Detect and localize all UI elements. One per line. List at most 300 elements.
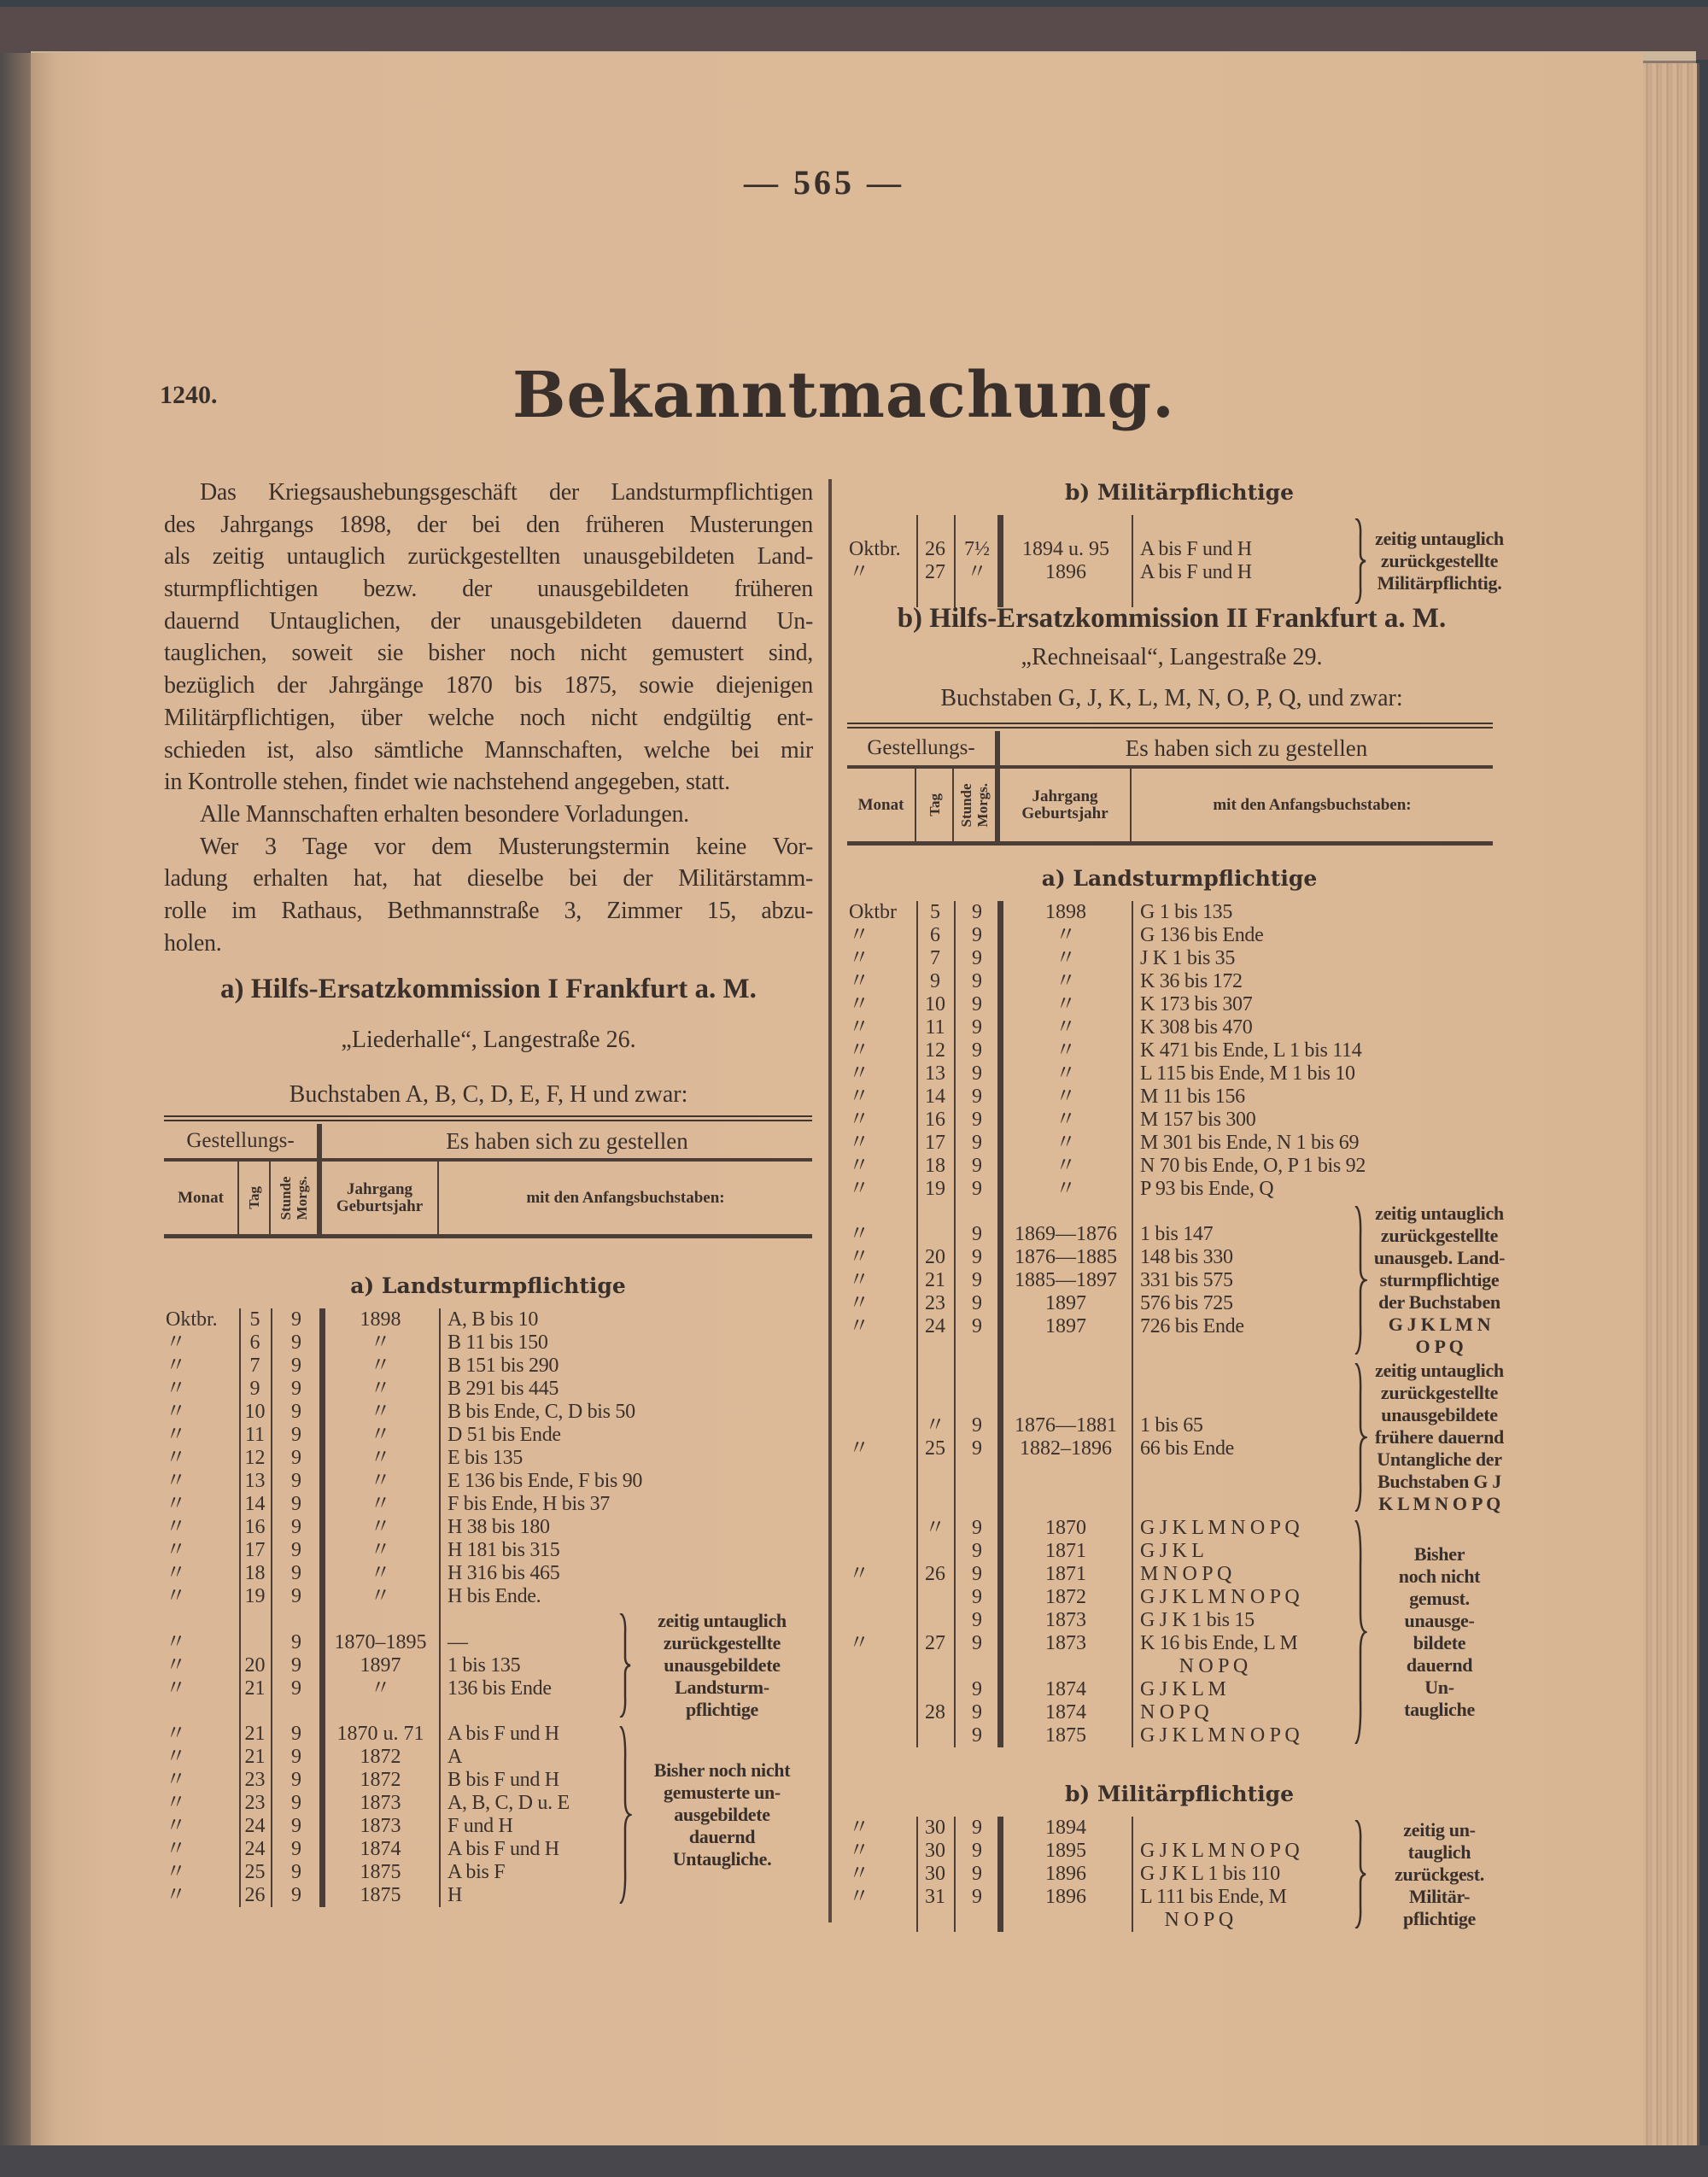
cell-buchstaben: K 308 bis 470 [1140, 1016, 1253, 1039]
column-rule [1132, 1817, 1133, 1932]
cell-tag: 28 [925, 1701, 945, 1723]
row-group [164, 1308, 812, 1608]
cell-stunde: 9 [291, 1815, 301, 1837]
table-row [164, 1723, 618, 1746]
remark-line: G J K L M N [1388, 1314, 1491, 1335]
remark-line: Militärpflichtig. [1377, 572, 1502, 594]
group-rows [847, 1414, 1354, 1460]
cell-monat: 〃 [849, 970, 869, 992]
table-row [164, 1815, 618, 1838]
cell-stunde: 9 [972, 1109, 982, 1131]
cell-stunde: 9 [972, 1086, 982, 1108]
intro-line: holen. [164, 929, 222, 957]
table-row [847, 1540, 1354, 1563]
cell-buchstaben: H 316 bis 465 [447, 1562, 560, 1584]
cell-stunde: 9 [291, 1723, 301, 1745]
cell-tag: 10 [244, 1401, 266, 1423]
cell-stunde: 9 [291, 1424, 301, 1446]
column-rule [271, 1308, 272, 1907]
cell-monat [847, 1517, 916, 1540]
cell-stunde: 9 [972, 1245, 982, 1268]
cell-tag: 13 [244, 1470, 266, 1492]
cell-buchstaben: A [447, 1746, 463, 1768]
table-row [847, 1655, 1354, 1678]
cell-jahrgang: 〃 [370, 1447, 391, 1469]
cell-stunde: 9 [291, 1516, 301, 1538]
cell-buchstaben: N 70 bis Ende, O, P 1 bis 92 [1140, 1155, 1366, 1177]
intro-line: als zeitig untauglich zurückgestellten unausgebildeten Land- [164, 543, 813, 571]
table-row [847, 1586, 1354, 1609]
cell-monat: 〃 [849, 947, 869, 969]
cell-tag: 25 [244, 1861, 266, 1883]
cell-monat: 〃 [166, 1861, 186, 1883]
commission-1-letters: Buchstaben A, B, C, D, E, F, H und zwar: [289, 1081, 688, 1108]
cell-jahrgang: 1873 [1045, 1609, 1086, 1631]
remark-line: unausge- [1404, 1610, 1475, 1631]
column-rule [954, 901, 956, 1747]
table-row [847, 1132, 1360, 1155]
remark [1354, 515, 1512, 607]
cell-buchstaben: H [447, 1884, 463, 1906]
cell-buchstaben: K 173 bis 307 [1140, 993, 1253, 1015]
remark [1354, 901, 1512, 1201]
table-body [847, 1817, 1512, 1932]
remark-text [632, 1610, 812, 1721]
header-stunde-label: Stunde [958, 782, 974, 828]
cell-stunde: 9 [291, 1585, 301, 1607]
cell-monat: 〃 [849, 1062, 869, 1085]
cell-buchstaben: F und H [447, 1815, 513, 1837]
table-row [847, 1437, 1354, 1460]
table-row [847, 1609, 1354, 1632]
remark [1354, 1203, 1512, 1358]
page-title: Bekanntmachung. [512, 359, 1175, 432]
table-row [847, 1269, 1354, 1292]
cell-jahrgang: 1885—1897 [1015, 1268, 1117, 1291]
cell-buchstaben: H bis Ende. [447, 1585, 541, 1607]
cell-stunde: 9 [972, 1586, 982, 1608]
table-row [847, 1909, 1354, 1932]
cell-jahrgang: 〃 [370, 1424, 391, 1446]
table-row [164, 1654, 618, 1677]
table-row [847, 1292, 1354, 1315]
table-row [164, 1792, 618, 1815]
cell-tag: 23 [244, 1769, 266, 1791]
cell-tag [916, 1655, 954, 1678]
cell-buchstaben: K 16 bis Ende, L M [1140, 1632, 1298, 1654]
table-row [847, 970, 1354, 993]
cell-stunde: 9 [291, 1653, 301, 1677]
cell-stunde: 9 [972, 1314, 982, 1337]
table-row [847, 924, 1354, 947]
cell-buchstaben: A bis F und H [447, 1723, 559, 1745]
column-rule [239, 1308, 241, 1907]
cell-monat: 〃 [166, 1401, 186, 1423]
column-rule [997, 901, 1003, 1747]
cell-jahrgang: 1872 [360, 1746, 401, 1768]
table-row [164, 1470, 643, 1493]
cell-buchstaben: K 36 bis 172 [1140, 970, 1243, 992]
header-tag-wrap [246, 1186, 262, 1209]
remark-line: gemusterte un- [664, 1782, 781, 1803]
header-tag-label: Tag [246, 1186, 262, 1209]
cell-tag: 〃 [925, 1414, 945, 1437]
remark-text [1367, 1360, 1512, 1515]
table-row [164, 1884, 618, 1907]
cell-monat: 〃 [849, 1155, 869, 1177]
cell-stunde: 9 [291, 1308, 301, 1331]
cell-jahrgang: 〃 [370, 1401, 391, 1423]
cell-monat: 〃 [849, 1863, 869, 1885]
remark-line: frühere dauernd [1375, 1426, 1504, 1448]
table-row [847, 1039, 1362, 1062]
section-heading: b) Militärpflichtige [1064, 1782, 1295, 1806]
remark-line: zurückgestellte [1380, 550, 1499, 571]
remark-line: Militär- [1408, 1885, 1471, 1907]
cell-jahrgang: 〃 [1056, 1132, 1076, 1154]
cell-stunde: 9 [291, 1861, 301, 1883]
header-geburtsjahr-label: Geburtsjahr [336, 1197, 424, 1215]
cell-tag: 6 [930, 924, 940, 946]
cell-jahrgang: 1875 [360, 1884, 401, 1906]
cell-tag: 16 [244, 1516, 266, 1538]
table-row [847, 1632, 1354, 1655]
header-stunde-wrap [278, 1176, 310, 1220]
cell-monat: 〃 [849, 1563, 869, 1585]
cell-buchstaben: A bis F und H [447, 1838, 559, 1860]
cell-stunde: 9 [972, 1222, 982, 1245]
group-rows [847, 1223, 1354, 1338]
cell-stunde: 9 [972, 1540, 982, 1562]
cell-monat: 〃 [166, 1723, 186, 1745]
cell-tag: 12 [925, 1039, 945, 1062]
column-divider [828, 479, 832, 1922]
cell-tag: 21 [925, 1268, 945, 1291]
cell-buchstaben: N O P Q [1140, 1909, 1233, 1931]
cell-buchstaben: L 111 bis Ende, M [1140, 1886, 1287, 1908]
cell-stunde: 9 [972, 1132, 982, 1154]
cell-buchstaben: G J K L M N O P Q [1140, 1840, 1300, 1862]
cell-jahrgang: 〃 [370, 1378, 391, 1400]
cell-tag: 30 [925, 1840, 945, 1862]
table-row [847, 1517, 1354, 1540]
row-group [847, 1360, 1512, 1515]
cell-monat: 〃 [166, 1838, 186, 1860]
table-row [164, 1516, 618, 1539]
cell-tag: 23 [925, 1291, 945, 1314]
cell-tag: 24 [925, 1314, 945, 1337]
cell-tag: 17 [244, 1539, 266, 1561]
remark-line: noch nicht [1398, 1565, 1481, 1587]
cell-stunde: 9 [291, 1539, 301, 1561]
table-row [847, 1246, 1354, 1269]
intro-line: tauglichen, soweit sie bisher noch nicht gemustert sind, [164, 640, 813, 667]
cell-monat [847, 1678, 916, 1701]
cell-stunde: 9 [972, 1840, 982, 1862]
cell-monat: Oktbr. [166, 1308, 218, 1331]
cell-tag: 31 [925, 1886, 945, 1908]
cell-buchstaben: B bis F und H [447, 1769, 559, 1791]
cell-tag: 20 [244, 1653, 266, 1677]
cell-jahrgang [1000, 1655, 1132, 1678]
table-body [847, 901, 1512, 1747]
cell-jahrgang: 1871 [1045, 1540, 1086, 1562]
cell-jahrgang: 1897 [1045, 1314, 1086, 1337]
cell-monat: 〃 [166, 1630, 186, 1653]
cell-monat [847, 1586, 916, 1609]
cell-jahrgang: 1871 [1045, 1563, 1086, 1585]
cell-monat [847, 1655, 916, 1678]
cell-buchstaben: A bis F [447, 1861, 506, 1883]
header-tag [916, 769, 954, 841]
header-tag [239, 1162, 271, 1234]
remark-text [1367, 528, 1512, 594]
remark [618, 1610, 812, 1721]
cell-monat: 〃 [849, 1817, 869, 1839]
table-row [164, 1401, 635, 1424]
remark-line: pflichtige [686, 1699, 758, 1720]
cell-jahrgang: 〃 [370, 1516, 391, 1538]
remark-text [1367, 1543, 1512, 1721]
cell-buchstaben: G J K 1 bis 15 [1140, 1609, 1255, 1631]
cell-buchstaben: A, B, C, D u. E [447, 1792, 570, 1814]
cell-jahrgang: 〃 [370, 1539, 391, 1561]
cell-tag: 25 [925, 1437, 945, 1460]
remark-line: zeitig untauglich [1375, 528, 1504, 549]
cell-buchstaben: G J K L M N O P Q [1140, 1586, 1300, 1608]
cell-jahrgang: 〃 [1056, 924, 1076, 946]
column-rule [954, 515, 956, 607]
table-row [164, 1493, 618, 1516]
cell-stunde: 9 [972, 1016, 982, 1039]
cell-buchstaben: 148 bis 330 [1140, 1245, 1233, 1268]
cell-stunde: 9 [972, 1178, 982, 1200]
cell-stunde: 9 [972, 1062, 982, 1085]
cell-jahrgang: 〃 [370, 1331, 391, 1354]
table-row [164, 1631, 618, 1654]
cell-buchstaben: G J K L M [1140, 1678, 1226, 1700]
table-body [847, 515, 1512, 607]
cell-jahrgang: 〃 [370, 1562, 391, 1584]
table-row [847, 947, 1354, 970]
cell-tag: 7 [249, 1355, 260, 1377]
cell-tag: 30 [925, 1817, 945, 1839]
cell-stunde: 9 [291, 1630, 301, 1653]
cell-jahrgang: 〃 [1056, 1109, 1076, 1131]
column-rule [997, 1817, 1003, 1932]
cell-tag: 21 [244, 1746, 266, 1768]
cell-monat: 〃 [166, 1424, 186, 1446]
remark-line: zurückgestellte [663, 1632, 781, 1653]
cell-jahrgang: 〃 [1056, 970, 1076, 992]
cell-jahrgang: 1894 [1045, 1817, 1086, 1839]
cell-stunde: 9 [972, 1039, 982, 1062]
table-row [164, 1677, 618, 1700]
cell-buchstaben: M 301 bis Ende, N 1 bis 69 [1140, 1132, 1360, 1154]
cell-stunde: 9 [291, 1355, 301, 1377]
remark-line: Bisher [1413, 1543, 1465, 1565]
cell-tag: 21 [244, 1677, 266, 1700]
cell-tag: 16 [925, 1109, 945, 1131]
cell-stunde: 9 [972, 1678, 982, 1700]
cell-stunde: 9 [291, 1470, 301, 1492]
remark [1354, 1360, 1512, 1515]
remark [1354, 1817, 1512, 1932]
table-row [847, 1155, 1366, 1178]
cell-monat: 〃 [849, 1291, 869, 1314]
cell-tag: 27 [925, 1632, 945, 1654]
cell-tag [916, 1540, 954, 1563]
cell-monat: 〃 [166, 1769, 186, 1791]
header-jahrgang [1000, 769, 1132, 841]
cell-jahrgang: 〃 [370, 1470, 391, 1492]
cell-monat: 〃 [849, 1039, 869, 1062]
cell-tag [916, 1678, 954, 1701]
cell-buchstaben: G J K L M N O P Q [1140, 1517, 1300, 1539]
cell-stunde: 9 [291, 1838, 301, 1860]
remark-text [1367, 1203, 1512, 1358]
row-group [847, 1517, 1512, 1747]
remark-line: Un- [1424, 1677, 1454, 1698]
cell-tag: 30 [925, 1863, 945, 1885]
book-cover-bottom [0, 2145, 1708, 2177]
cell-stunde: 9 [972, 1817, 982, 1839]
cell-monat [847, 1540, 916, 1563]
group-rows [847, 1817, 1354, 1932]
cell-tag: 17 [925, 1132, 945, 1154]
remark-line: Untaugliche. [672, 1848, 772, 1870]
table-header [164, 1115, 812, 1238]
cell-tag [916, 1609, 954, 1632]
intro-line: Wer 3 Tage vor dem Musterungstermin keine Vor- [200, 833, 813, 860]
header-anfangsbuchstaben: mit den Anfangsbuchstaben: [526, 1188, 725, 1207]
cell-stunde: 9 [291, 1746, 301, 1768]
cell-buchstaben: M N O P Q [1140, 1563, 1232, 1585]
intro-line: ladung erhalten hat, hat dieselbe bei der Militärstamm- [164, 865, 813, 892]
column-rule [916, 1817, 918, 1932]
header-morgs-label: Morgs. [294, 1175, 310, 1220]
cell-buchstaben: B bis Ende, C, D bis 50 [447, 1401, 635, 1423]
cell-jahrgang: 〃 [1056, 1039, 1076, 1062]
cell-tag: 13 [925, 1062, 945, 1085]
cell-buchstaben: A, B bis 10 [447, 1308, 539, 1331]
brace-icon [618, 1726, 632, 1904]
table-header-2 [847, 723, 1493, 846]
cell-buchstaben: N O P Q [1140, 1655, 1248, 1677]
column-rule [916, 901, 918, 1747]
intro-line: Militärpflichtigen, über welche noch nicht endgültig ent- [164, 704, 813, 731]
cell-jahrgang: 1897 [360, 1653, 401, 1677]
row-group [847, 1203, 1512, 1358]
cell-buchstaben: H 38 bis 180 [447, 1516, 550, 1538]
intro-line: bezüglich der Jahrgänge 1870 bis 1875, sowie diejenigen [164, 672, 813, 699]
cell-buchstaben: 1 bis 65 [1140, 1414, 1203, 1437]
intro-line: des Jahrgangs 1898, der bei den früheren Musterungen [164, 511, 813, 538]
cell-jahrgang: 1896 [1045, 1886, 1086, 1908]
table-commission-1-militaer [847, 472, 1512, 609]
cell-jahrgang [1000, 1909, 1132, 1932]
cell-monat [847, 1701, 916, 1724]
cell-monat: Oktbr. [849, 538, 901, 560]
cell-stunde: 9 [972, 1563, 982, 1585]
cell-tag [916, 1586, 954, 1609]
header-monat: Monat [164, 1162, 239, 1234]
remark-line: zeitig untauglich [658, 1610, 787, 1631]
remark-line: pflichtige [1403, 1907, 1476, 1929]
cell-stunde: 9 [291, 1378, 301, 1400]
header-es-haben: Es haben sich zu gestellen [446, 1127, 688, 1154]
remark-text [632, 1759, 812, 1870]
header-tag-wrap [927, 793, 943, 816]
cell-stunde: 9 [972, 1437, 982, 1460]
column-rule [1132, 901, 1133, 1747]
page-number: — 565 — [744, 163, 904, 202]
cell-stunde: 9 [291, 1792, 301, 1814]
cell-tag: 27 [925, 561, 945, 583]
group-rows [164, 1723, 618, 1907]
column-rule [916, 515, 918, 607]
cell-stunde: 9 [291, 1331, 301, 1354]
row-group [164, 1723, 812, 1907]
remark-line: bildete [1413, 1632, 1466, 1653]
cell-monat: 〃 [166, 1677, 186, 1700]
cell-jahrgang: 1896 [1045, 561, 1086, 583]
cell-tag: 12 [244, 1447, 266, 1469]
table-row [847, 1223, 1354, 1246]
section-heading: b) Militärpflichtige [1064, 480, 1295, 505]
header-es-haben: Es haben sich zu gestellen [1125, 734, 1368, 761]
remark-line: unausgeb. Land- [1373, 1247, 1506, 1268]
table-row [164, 1355, 618, 1378]
cell-stunde: 9 [972, 1632, 982, 1654]
brace-icon [1354, 1520, 1367, 1744]
table-row [847, 561, 1354, 584]
group-rows [164, 1631, 618, 1700]
remark-line: dauernd [1406, 1654, 1473, 1676]
remark [618, 1723, 812, 1907]
cell-buchstaben: 1 bis 135 [447, 1653, 521, 1677]
commission-2-letters: Buchstaben G, J, K, L, M, N, O, P, Q, und zwar: [940, 685, 1403, 711]
remark-text [1367, 1819, 1512, 1930]
cell-buchstaben: E bis 135 [447, 1447, 523, 1469]
cell-jahrgang: 〃 [1056, 1016, 1076, 1039]
row-group [847, 901, 1512, 1201]
table-row [847, 538, 1354, 561]
cell-tag: 14 [925, 1086, 945, 1108]
cell-monat: 〃 [849, 1222, 869, 1245]
cell-stunde: 9 [291, 1401, 301, 1423]
cell-monat: 〃 [166, 1815, 186, 1837]
cell-tag: 24 [244, 1838, 266, 1860]
remark-line: O P Q [1415, 1336, 1464, 1357]
cell-monat: 〃 [849, 561, 869, 583]
cell-jahrgang: 1874 [1045, 1678, 1086, 1700]
remark-line: unausgebildete [1381, 1404, 1498, 1425]
cell-jahrgang: 1872 [360, 1769, 401, 1791]
cell-monat: 〃 [166, 1792, 186, 1814]
cell-buchstaben: B 151 bis 290 [447, 1355, 559, 1377]
header-stunde-wrap [958, 783, 991, 827]
header-morgs-label: Morgs. [974, 782, 991, 828]
cell-jahrgang: 1894 u. 95 [1022, 538, 1109, 560]
cell-tag: 〃 [925, 1517, 945, 1539]
cell-tag: 11 [925, 1016, 945, 1039]
cell-buchstaben: 726 bis Ende [1140, 1314, 1244, 1337]
remark-line: sturmpflichtige [1379, 1269, 1500, 1290]
cell-stunde: 9 [972, 901, 982, 923]
header-jahrgang [322, 1162, 439, 1234]
remark-line: tauglich [1407, 1841, 1471, 1863]
